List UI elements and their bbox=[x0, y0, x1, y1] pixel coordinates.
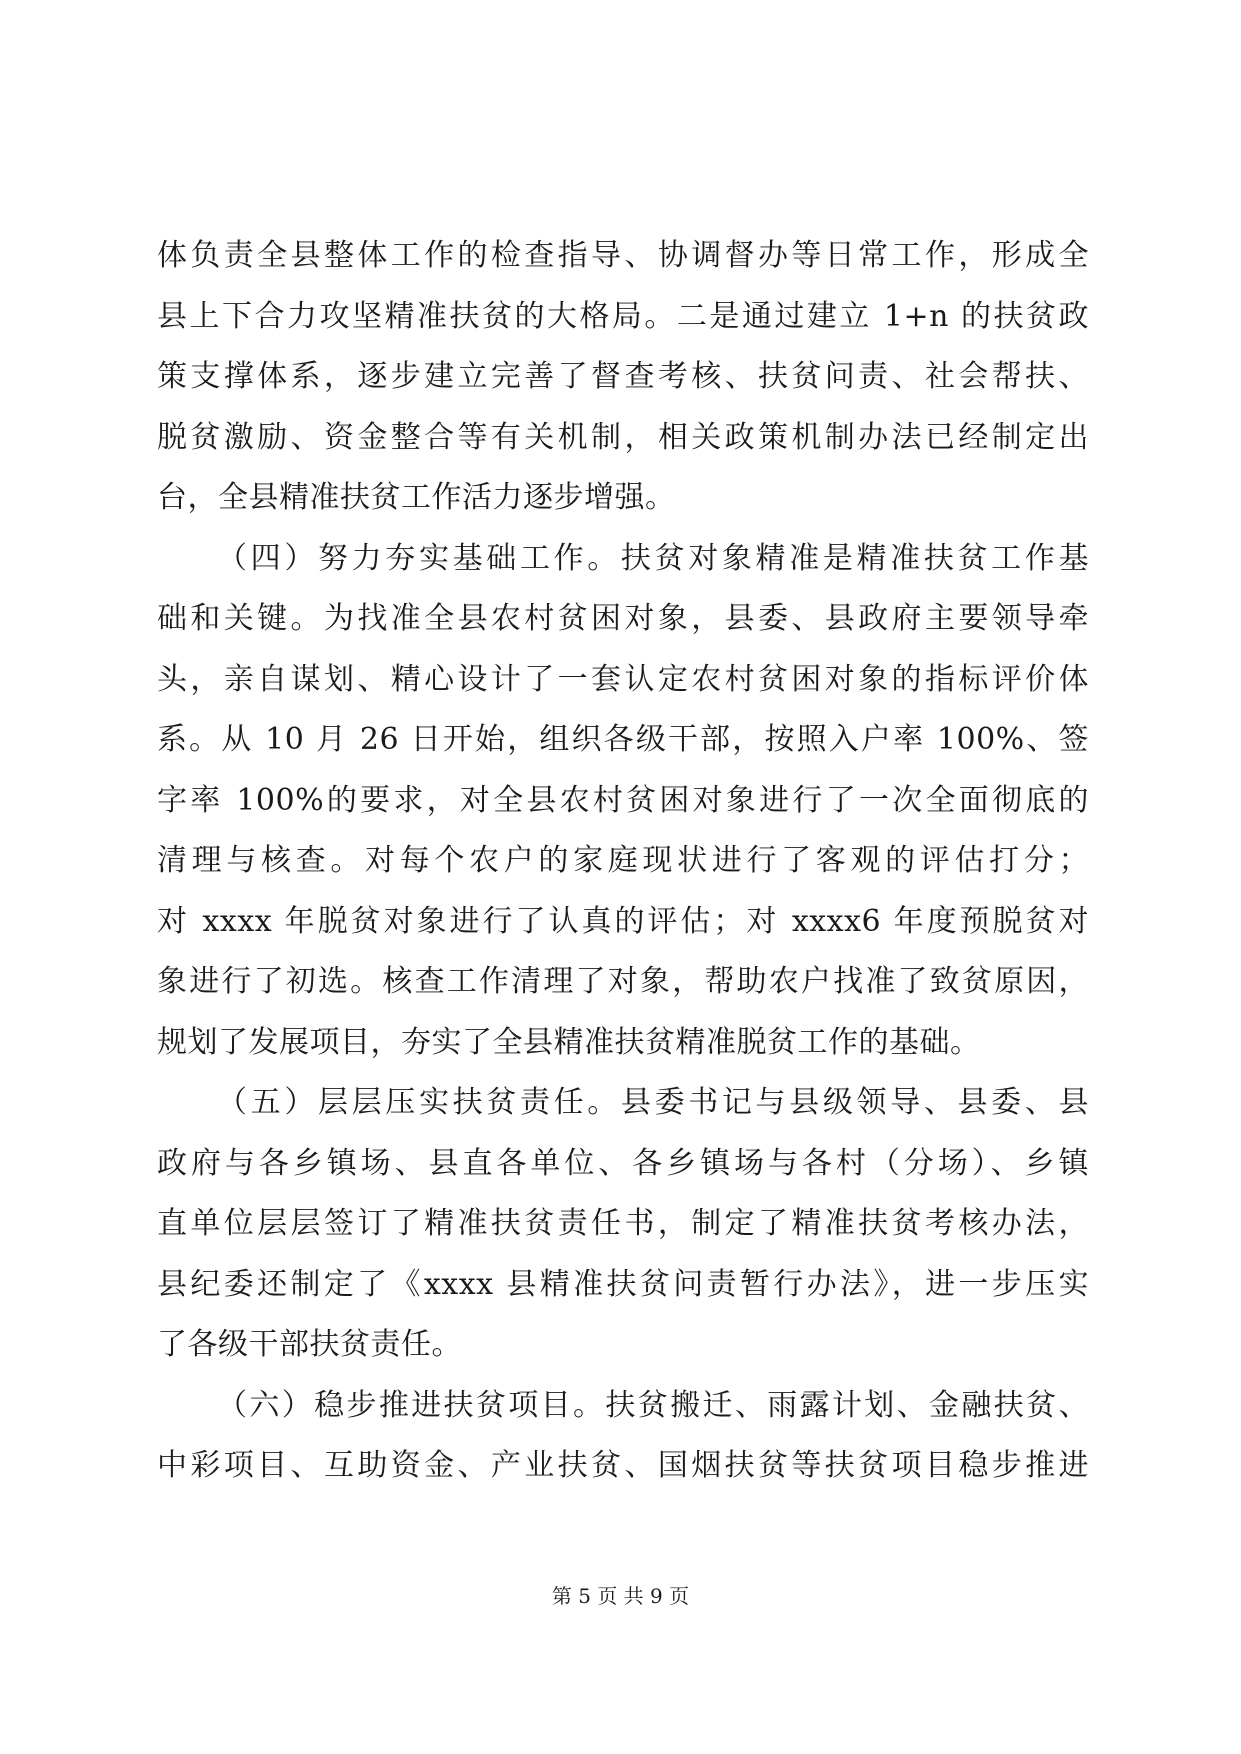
text-line: 策支撑体系，逐步建立完善了督查考核、扶贫问责、社会帮扶、 bbox=[157, 359, 1089, 394]
text-line: 县上下合力攻坚精准扶贫的大格局。二是通过建立 1+n 的扶贫政 bbox=[157, 298, 1089, 334]
text-line: 象进行了初选。核查工作清理了对象，帮助农户找准了致贫原因， bbox=[157, 964, 1089, 999]
document-body bbox=[157, 226, 1089, 1497]
text-line: （四）努力夯实基础工作。扶贫对象精准是精准扶贫工作基 bbox=[217, 540, 1089, 576]
text-line: 体负责全县整体工作的检查指导、协调督办等日常工作，形成全 bbox=[157, 238, 1089, 273]
text-line: 直单位层层签订了精准扶贫责任书，制定了精准扶贫考核办法， bbox=[157, 1206, 1089, 1241]
text-line: 对 xxxx 年脱贫对象进行了认真的评估；对 xxxx6 年度预脱贫对 bbox=[157, 903, 1089, 939]
text-line: 台，全县精准扶贫工作活力逐步增强。 bbox=[157, 480, 676, 515]
text-line: 中彩项目、互助资金、产业扶贫、国烟扶贫等扶贫项目稳步推进 bbox=[157, 1448, 1089, 1483]
text-line: 县纪委还制定了《xxxx 县精准扶贫问责暂行办法》，进一步压实 bbox=[157, 1266, 1089, 1302]
text-line: 清理与核查。对每个农户的家庭现状进行了客观的评估打分； bbox=[157, 843, 1089, 878]
text-line: 系。从 10 月 26 日开始，组织各级干部，按照入户率 100%、签 bbox=[157, 722, 1089, 757]
paragraph-continuation bbox=[157, 226, 1089, 529]
text-line: （五）层层压实扶贫责任。县委书记与县级领导、县委、县 bbox=[217, 1085, 1089, 1120]
page-number-footer: 第 5 页 共 9 页 bbox=[551, 1584, 690, 1608]
text-line: 规划了发展项目，夯实了全县精准扶贫精准脱贫工作的基础。 bbox=[157, 1024, 981, 1060]
text-line: 政府与各乡镇场、县直各单位、各乡镇场与各村（分场）、乡镇 bbox=[157, 1145, 1089, 1181]
paragraph-section-5 bbox=[157, 1073, 1089, 1376]
text-line: 字率 100%的要求，对全县农村贫困对象进行了一次全面彻底的 bbox=[157, 782, 1089, 818]
text-line: 了各级干部扶贫责任。 bbox=[157, 1327, 462, 1362]
paragraph-section-4 bbox=[157, 529, 1089, 1074]
text-line: 础和关键。为找准全县农村贫困对象，县委、县政府主要领导牵 bbox=[157, 601, 1089, 636]
paragraph-section-6 bbox=[157, 1376, 1089, 1497]
text-line: 脱贫激励、资金整合等有关机制，相关政策机制办法已经制定出 bbox=[157, 419, 1089, 455]
text-line: 头，亲自谋划、精心设计了一套认定农村贫困对象的指标评价体 bbox=[157, 661, 1089, 697]
text-line: （六）稳步推进扶贫项目。扶贫搬迁、雨露计划、金融扶贫、 bbox=[217, 1387, 1089, 1423]
